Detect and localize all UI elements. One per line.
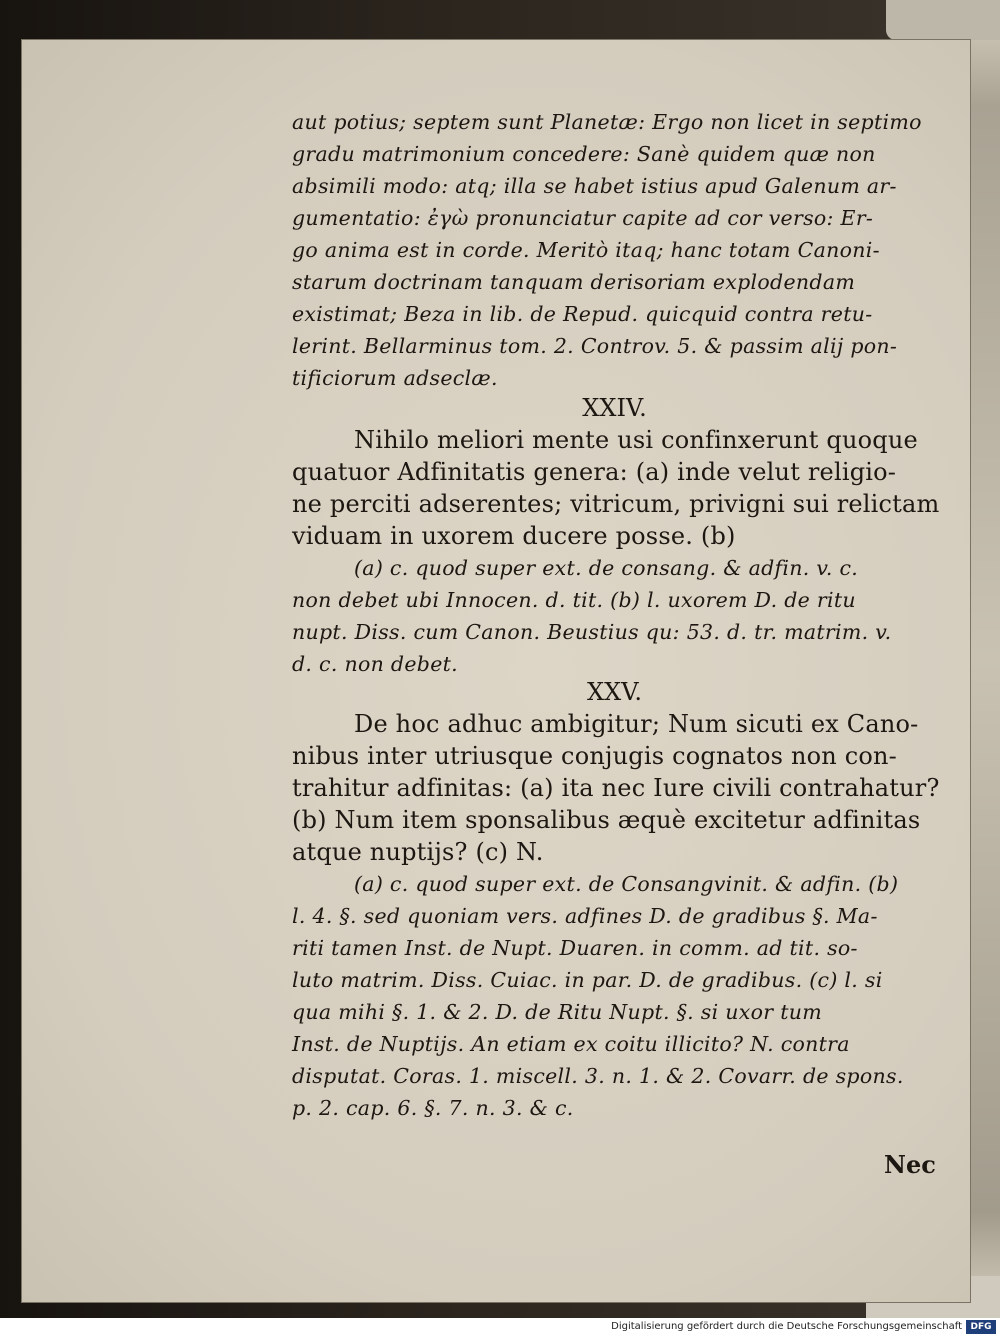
text-line: (b) Num item sponsalibus æquè excitetur adfinitas	[292, 806, 921, 834]
dfg-logo-icon: DFG	[966, 1320, 996, 1334]
footnote-line: disputat. Coras. 1. miscell. 3. n. 1. & 2. Covarr. de spons.	[292, 1064, 904, 1088]
footnote-line: (a) c. quod super ext. de Consangvinit. & adfin. (b)	[354, 872, 899, 896]
text-line: Nihilo meliori mente usi confinxerunt quoque	[354, 426, 918, 454]
book-page	[22, 40, 970, 1302]
text-line: viduam in uxorem ducere posse. (b)	[292, 522, 736, 550]
footnote-line: luto matrim. Diss. Cuiac. in par. D. de gradibus. (c) l. si	[292, 968, 883, 992]
footnote-line: l. 4. §. sed quoniam vers. adfines D. de gradibus §. Ma-	[292, 904, 878, 928]
text-line: absimili modo: atq; illa se habet istius apud Galenum ar-	[292, 174, 897, 198]
text-line: gradu matrimonium concedere: Sanè quidem quæ non	[292, 142, 876, 166]
section-heading: XXIV.	[582, 394, 647, 422]
footer-bar	[0, 1318, 1000, 1336]
section-heading: XXV.	[587, 678, 642, 706]
footnote-line: (a) c. quod super ext. de consang. & adfin. v. c.	[354, 556, 859, 580]
text-line: nibus inter utriusque conjugis cognatos non con-	[292, 742, 897, 770]
footnote-line: riti tamen Inst. de Nupt. Duaren. in comm. ad tit. so-	[292, 936, 858, 960]
text-line: De hoc adhuc ambigitur; Num sicuti ex Cano-	[354, 710, 919, 738]
text-line: trahitur adfinitas: (a) ita nec Iure civili contrahatur?	[292, 774, 940, 802]
book-edge	[968, 0, 1000, 1318]
text-line: quatuor Adfinitatis genera: (a) inde velut religio-	[292, 458, 897, 486]
text-line: gumentatio: ἐγὼ pronunciatur capite ad cor verso: Er-	[292, 206, 874, 230]
footnote-line: p. 2. cap. 6. §. 7. n. 3. & c.	[292, 1096, 574, 1120]
text-line: lerint. Bellarminus tom. 2. Controv. 5. & passim alij pon-	[292, 334, 898, 358]
text-line: existimat; Beza in lib. de Repud. quicquid contra retu-	[292, 302, 873, 326]
text-line: aut potius; septem sunt Planetæ: Ergo non licet in septimo	[292, 110, 922, 134]
footnote-line: nupt. Diss. cum Canon. Beustius qu: 53. d. tr. matrim. v.	[292, 620, 892, 644]
catchword: Nec	[884, 1150, 936, 1179]
text-line: tificiorum adseclæ.	[292, 366, 498, 390]
page-clip-top	[886, 0, 1000, 40]
footnote-line: non debet ubi Innocen. d. tit. (b) l. uxorem D. de ritu	[292, 588, 856, 612]
text-line: starum doctrinam tanquam derisoriam explodendam	[292, 270, 856, 294]
footnote-line: d. c. non debet.	[292, 652, 458, 676]
footer-credit: Digitalisierung gefördert durch die Deutsche Forschungsgemeinschaft	[611, 1321, 962, 1332]
text-line: atque nuptijs? (c) N.	[292, 838, 544, 866]
text-line: go anima est in corde. Meritò itaq; hanc totam Canoni-	[292, 238, 880, 262]
footnote-line: Inst. de Nuptijs. An etiam ex coitu illicito? N. contra	[292, 1032, 850, 1056]
text-line: ne perciti adserentes; vitricum, privigni sui relictam	[292, 490, 940, 518]
footnote-line: qua mihi §. 1. & 2. D. de Ritu Nupt. §. si uxor tum	[292, 1000, 823, 1024]
